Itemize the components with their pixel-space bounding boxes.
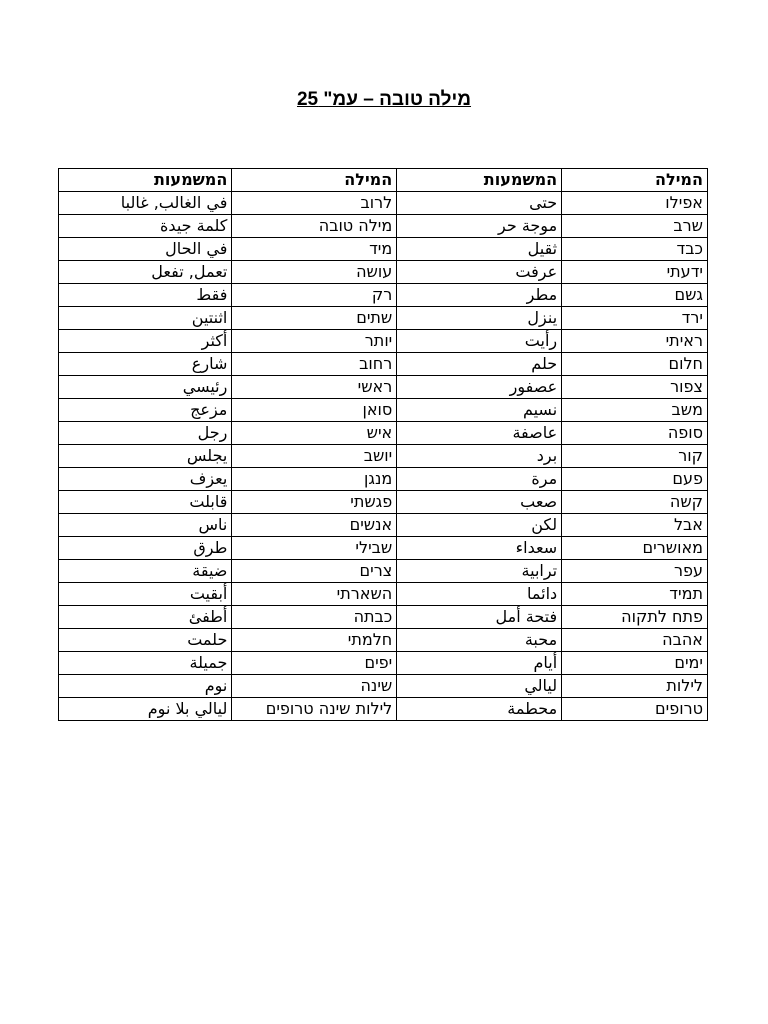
- word-1-cell: לילות: [562, 675, 708, 698]
- meaning-1-cell: محطمة: [397, 698, 562, 721]
- meaning-2-cell: رئيسي: [59, 376, 232, 399]
- table-row: [59, 560, 708, 583]
- meaning-2-cell: رجل: [59, 422, 232, 445]
- word-2-cell: מיד: [232, 238, 397, 261]
- meaning-1-cell: ترابية: [397, 560, 562, 583]
- meaning-1-cell: لكن: [397, 514, 562, 537]
- meaning-1-cell: مرة: [397, 468, 562, 491]
- word-2-cell: יפים: [232, 652, 397, 675]
- meaning-2-cell: أكثر: [59, 330, 232, 353]
- word-1-cell: משב: [562, 399, 708, 422]
- word-2-cell: יושב: [232, 445, 397, 468]
- word-1-cell: סופה: [562, 422, 708, 445]
- word-2-cell: חלמתי: [232, 629, 397, 652]
- meaning-1-cell: مطر: [397, 284, 562, 307]
- meaning-1-cell: ليالي: [397, 675, 562, 698]
- meaning-1-cell: أيام: [397, 652, 562, 675]
- word-2-cell: שינה: [232, 675, 397, 698]
- meaning-1-cell: برد: [397, 445, 562, 468]
- word-1-cell: כבד: [562, 238, 708, 261]
- table-row: [59, 307, 708, 330]
- header-meaning-1: המשמעות: [397, 169, 562, 192]
- meaning-1-cell: عاصفة: [397, 422, 562, 445]
- meaning-1-cell: نسيم: [397, 399, 562, 422]
- word-2-cell: שתים: [232, 307, 397, 330]
- table-row: [59, 491, 708, 514]
- table-row: [59, 215, 708, 238]
- table-row: [59, 261, 708, 284]
- meaning-1-cell: ثقيل: [397, 238, 562, 261]
- table-row: [59, 422, 708, 445]
- meaning-1-cell: عرفت: [397, 261, 562, 284]
- vocabulary-table: [58, 168, 708, 721]
- meaning-2-cell: في الغالب, غالبا: [59, 192, 232, 215]
- table-row: [59, 238, 708, 261]
- table-row: [59, 698, 708, 721]
- table-row: [59, 675, 708, 698]
- word-2-cell: כבתה: [232, 606, 397, 629]
- table-row: [59, 652, 708, 675]
- word-1-cell: שרב: [562, 215, 708, 238]
- word-2-cell: מילה טובה: [232, 215, 397, 238]
- word-2-cell: השארתי: [232, 583, 397, 606]
- word-1-cell: אפילו: [562, 192, 708, 215]
- table-row: [59, 330, 708, 353]
- page-title: מילה טובה – עמ" 25: [296, 89, 472, 110]
- meaning-1-cell: حتى: [397, 192, 562, 215]
- word-2-cell: יותר: [232, 330, 397, 353]
- word-1-cell: חלום: [562, 353, 708, 376]
- word-2-cell: רק: [232, 284, 397, 307]
- meaning-2-cell: ناس: [59, 514, 232, 537]
- word-2-cell: שבילי: [232, 537, 397, 560]
- meaning-1-cell: دائما: [397, 583, 562, 606]
- meaning-1-cell: صعب: [397, 491, 562, 514]
- header-word-2: המילה: [232, 169, 397, 192]
- word-1-cell: פעם: [562, 468, 708, 491]
- meaning-1-cell: موجة حر: [397, 215, 562, 238]
- meaning-2-cell: يعزف: [59, 468, 232, 491]
- meaning-2-cell: جميلة: [59, 652, 232, 675]
- table-row: [59, 376, 708, 399]
- meaning-2-cell: اثنتين: [59, 307, 232, 330]
- table-row: [59, 468, 708, 491]
- word-1-cell: ירד: [562, 307, 708, 330]
- header-word-1: המילה: [562, 169, 708, 192]
- meaning-2-cell: ضيقة: [59, 560, 232, 583]
- word-1-cell: קשה: [562, 491, 708, 514]
- table-row: [59, 284, 708, 307]
- table-row: [59, 399, 708, 422]
- meaning-2-cell: فقط: [59, 284, 232, 307]
- word-1-cell: ידעתי: [562, 261, 708, 284]
- table-row: [59, 629, 708, 652]
- word-1-cell: מאושרים: [562, 537, 708, 560]
- meaning-2-cell: كلمة جيدة: [59, 215, 232, 238]
- word-1-cell: טרופים: [562, 698, 708, 721]
- meaning-1-cell: عصفور: [397, 376, 562, 399]
- table-row: [59, 353, 708, 376]
- word-1-cell: צפור: [562, 376, 708, 399]
- meaning-2-cell: في الحال: [59, 238, 232, 261]
- meaning-1-cell: ينزل: [397, 307, 562, 330]
- meaning-2-cell: شارع: [59, 353, 232, 376]
- word-2-cell: לרוב: [232, 192, 397, 215]
- word-1-cell: גשם: [562, 284, 708, 307]
- word-2-cell: אנשים: [232, 514, 397, 537]
- meaning-2-cell: أطفئ: [59, 606, 232, 629]
- table-row: [59, 583, 708, 606]
- table-row: [59, 514, 708, 537]
- table-body: [59, 192, 708, 721]
- word-1-cell: פתח לתקוה: [562, 606, 708, 629]
- meaning-2-cell: طرق: [59, 537, 232, 560]
- table-row: [59, 445, 708, 468]
- meaning-1-cell: حلم: [397, 353, 562, 376]
- table-row: [59, 606, 708, 629]
- table-row: [59, 537, 708, 560]
- word-2-cell: איש: [232, 422, 397, 445]
- meaning-2-cell: ليالي بلا نوم: [59, 698, 232, 721]
- meaning-1-cell: سعداء: [397, 537, 562, 560]
- word-2-cell: סואן: [232, 399, 397, 422]
- word-2-cell: ראשי: [232, 376, 397, 399]
- meaning-1-cell: رأيت: [397, 330, 562, 353]
- meaning-2-cell: تعمل, تفعل: [59, 261, 232, 284]
- word-1-cell: תמיד: [562, 583, 708, 606]
- word-1-cell: עפר: [562, 560, 708, 583]
- meaning-2-cell: أبقيت: [59, 583, 232, 606]
- word-2-cell: פגשתי: [232, 491, 397, 514]
- header-meaning-2: המשמעות: [59, 169, 232, 192]
- meaning-2-cell: حلمت: [59, 629, 232, 652]
- word-1-cell: ראיתי: [562, 330, 708, 353]
- word-1-cell: ימים: [562, 652, 708, 675]
- meaning-2-cell: يجلس: [59, 445, 232, 468]
- word-1-cell: קור: [562, 445, 708, 468]
- table-row: [59, 192, 708, 215]
- meaning-2-cell: قابلت: [59, 491, 232, 514]
- meaning-1-cell: محبة: [397, 629, 562, 652]
- word-2-cell: עושה: [232, 261, 397, 284]
- word-1-cell: אהבה: [562, 629, 708, 652]
- word-1-cell: אבל: [562, 514, 708, 537]
- meaning-2-cell: مزعج: [59, 399, 232, 422]
- word-2-cell: לילות שינה טרופים: [232, 698, 397, 721]
- meaning-1-cell: فتحة أمل: [397, 606, 562, 629]
- table-header-row: [59, 169, 708, 192]
- word-2-cell: מנגן: [232, 468, 397, 491]
- meaning-2-cell: نوم: [59, 675, 232, 698]
- word-2-cell: רחוב: [232, 353, 397, 376]
- word-2-cell: צרים: [232, 560, 397, 583]
